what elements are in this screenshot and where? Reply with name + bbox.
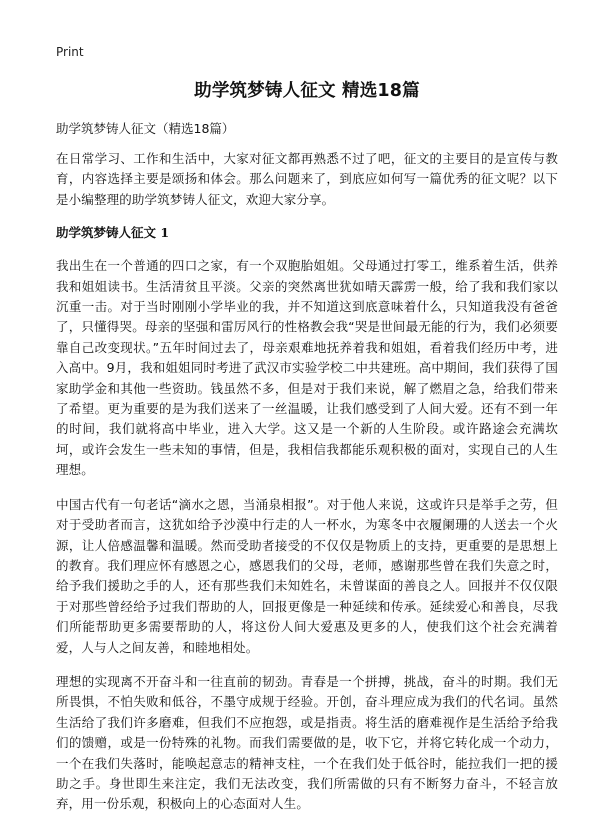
section-heading: 助学筑梦铸人征文 1: [56, 225, 170, 241]
body-paragraph-1: 我出生在一个普通的四口之家，有一个双胞胎姐姐。父母通过打零工，维系着生活，供养我和姐姐读书。生活清贫且平淡。父亲的突然离世犹如晴天霹雳一般，给了我和我们家以沉重一击。对于当时刚刚小学毕业的我，并不知道这到底意味着什么，只知道我没有爸爸了，只懂得哭。母亲的坚强和雷厉风行的性格教会我“哭是世间最无能的行为，我们必须要靠自己改变现状。”五年时间过去了，母亲艰难地抚养着我和姐姐，看着我们经历中考，进入高中。9月，我和姐姐同时考进了武汉市实验学校二中共建班。高中期间，我们获得了国家助学金和其他一些资助。钱虽然不多，但是对于我们来说，解了燃眉之急，给我们带来了希望。更为重要的是为我们送来了一丝温暖，让我们感受到了人间大爱。还有不到一年的时间，我们就将高中毕业，进入大学。这又是一个新的人生阶段。或许路途会充满坎坷，或许会发生一些未知的事情，但是，我相信我都能乐观积极的面对，实现自己的人生理想。: [56, 258, 558, 478]
document-title: 助学筑梦铸人征文 精选18篇: [194, 81, 420, 101]
body-paragraph-3: 理想的实现离不开奋斗和一往直前的韧劲。青春是一个拼搏，挑战，奋斗的时期。我们无所畏惧，不怕失败和低谷，不墨守成规于经验。开创，奋斗理应成为我们的代名词。虽然生活给了我们许多磨难，但我们不应抱怨，或是指责。将生活的磨难视作是生活给予给我们的馈赠，或是一份特殊的礼物。而我们需要做的是，收下它，并将它转化成一个动力，一个在我们失落时，能唤起意志的精神支柱，一个在我们处于低谷时，能拉我们一把的援助之手。身世即生来注定，我们无法改变，我们所需做的只有不断努力奋斗，不轻言放弃，用一份乐观，积极向上的心态面对人生。: [56, 673, 558, 812]
print-link[interactable]: Print: [56, 45, 84, 59]
document-subtitle: 助学筑梦铸人征文（精选18篇）: [56, 121, 235, 136]
body-paragraph-2: 中国古代有一句老话“滴水之恩，当涌泉相报”。对于他人来说，这或许只是举手之劳，但对于受助者而言，这犹如给予沙漠中行走的人一杯水，为寒冬中衣履阑珊的人送去一个火源，让人倍感温馨和温暖。然而受助者接受的不仅仅是物质上的支持，更重要的是思想上的教育。我们理应怀有感恩之心，感恩我们的父母，老师，感谢那些曾在我们失意之时，给予我们援助之手的人，还有那些我们未知姓名，未曾谋面的善良之人。回报并不仅仅限于对那些曾经给予过我们帮助的人，回报更像是一种延续和传承。延续爱心和善良，尽我们所能帮助更多需要帮助的人，将这份人间大爱惠及更多的人，使我们这个社会充满着爱，人与人之间友善，和睦地相处。: [56, 496, 558, 655]
intro-paragraph: 在日常学习、工作和生活中，大家对征文都再熟悉不过了吧，征文的主要目的是宣传与教育，内容选择主要是颂扬和体会。那么问题来了，到底应如何写一篇优秀的征文呢？以下是小编整理的助学筑梦铸人征文，欢迎大家分享。: [56, 151, 558, 207]
